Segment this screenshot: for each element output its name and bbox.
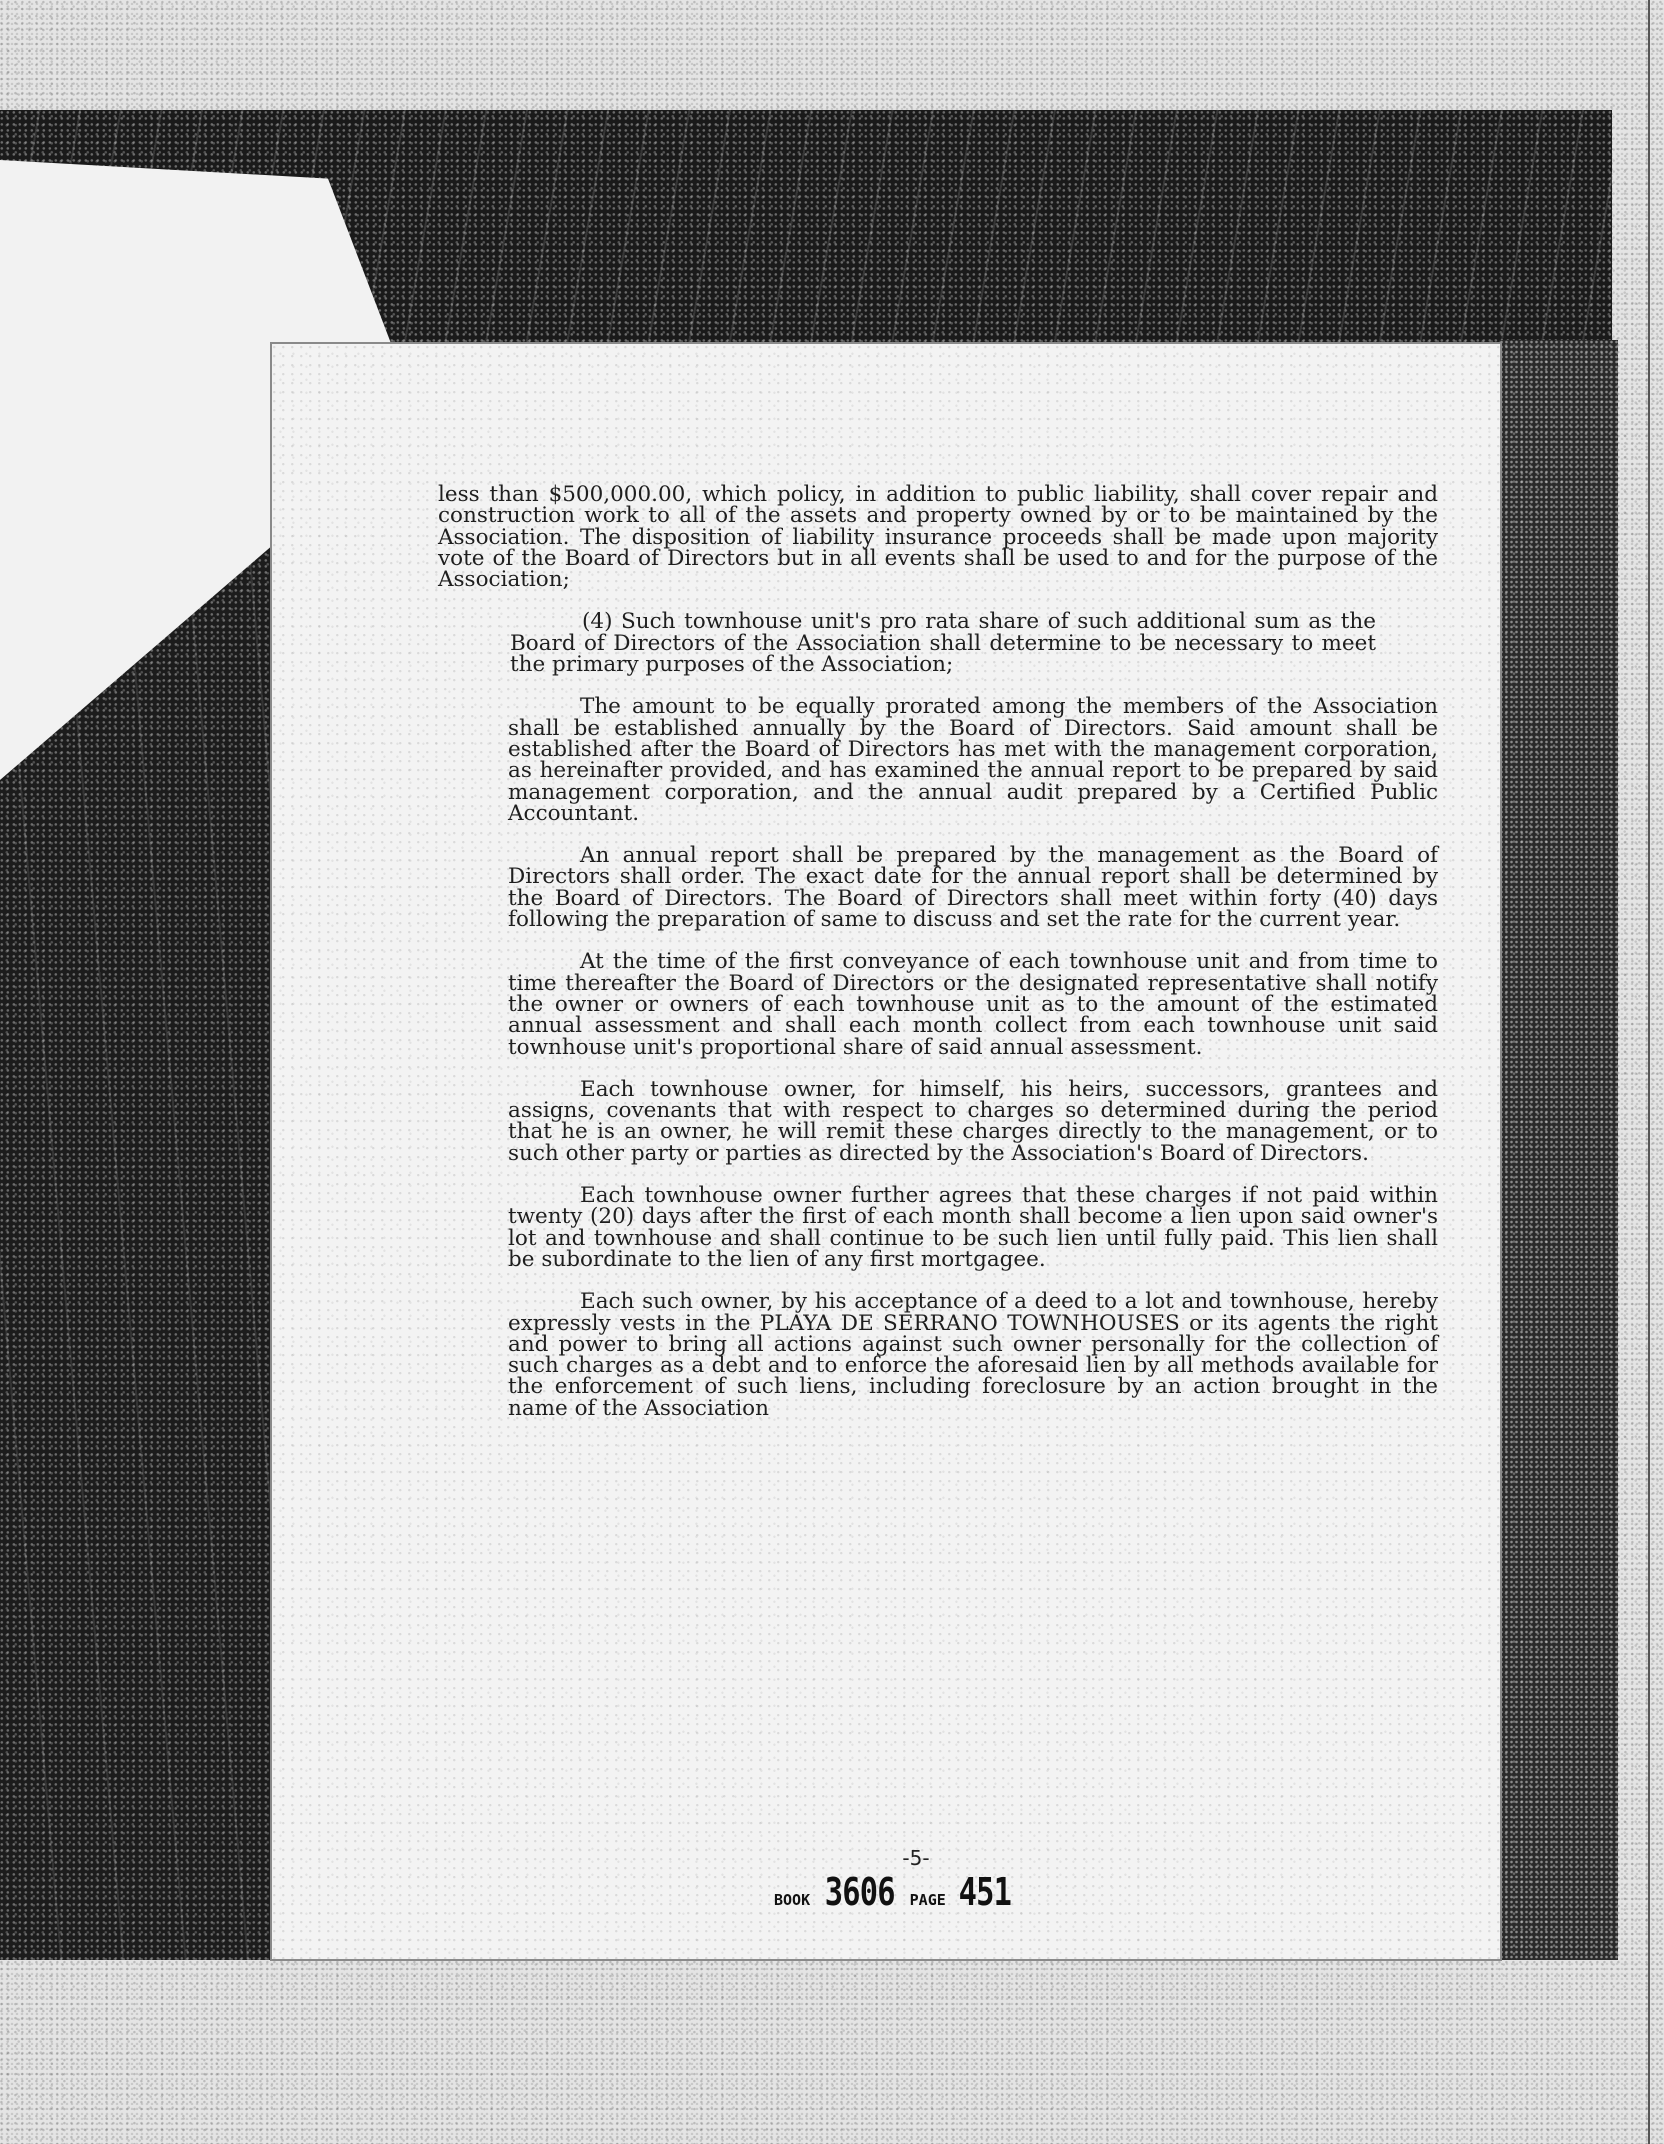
paragraph-item-4: (4) Such townhouse unit's pro rata share of such additional sum as the Board of Directors of the Association shall determine to be necessary to meet the primary purposes of the Association;	[510, 609, 1376, 678]
page-value: 451	[958, 1870, 1011, 1914]
page-label: PAGE	[909, 1891, 946, 1909]
page-edge-rule	[1648, 0, 1650, 2144]
paragraph-prorated-amount: The amount to be equally prorated among the members of the Association shall be established annually by the Board of Directors. Said amount shall be established after the Board of Directors has met with the management corporation, as hereinafter provided, and has examined the annual report to be prepared by said management corporation, and the annual audit prepared by a Certified Public Accountant.	[508, 694, 1438, 826]
book-number: 3606	[824, 1870, 895, 1914]
paragraph-annual-report: An annual report shall be prepared by the management as the Board of Directors shall order. The exact date for the annual report shall be determined by the Board of Directors. The Board of Directors shall meet within forty (40) days following the preparation of same to discuss and set the rate for the current year.	[508, 843, 1438, 933]
book-label: BOOK	[774, 1891, 811, 1909]
paragraph-first-conveyance: At the time of the first conveyance of each townhouse unit and from time to time thereafter the Board of Directors or the designated representative shall notify the owner or owners of each townhouse unit as to the amount of the estimated annual assessment and shall each month collect from each townhouse unit said townhouse unit's proportional share of said annual assessment.	[508, 949, 1438, 1060]
document-body	[438, 484, 1438, 1440]
paragraph-deed-acceptance: Each such owner, by his acceptance of a deed to a lot and townhouse, hereby expressly vests in the PLAYA DE SERRANO TOWNHOUSES or its agents the right and power to bring all actions against such owner personally for the collection of such charges as a debt and to enforce the aforesaid lien by all methods available for the enforcement of such liens, including foreclosure by an action brought in the name of the Association	[508, 1289, 1438, 1421]
photocopy-dark-border-right	[1500, 340, 1618, 1960]
book-page-stamp	[774, 1870, 1017, 1914]
paragraph-owner-covenants: Each townhouse owner, for himself, his heirs, successors, grantees and assigns, covenants that with respect to charges so determined during the period that he is an owner, he will remit these charges directly to the management, or to such other party or parties as directed by the Association's Board of Directors.	[508, 1076, 1438, 1166]
paragraph-lien: Each townhouse owner further agrees that these charges if not paid within twenty (20) days after the first of each month shall become a lien upon said owner's lot and townhouse and shall continue to be such lien until fully paid. This lien shall be subordinate to the lien of any first mortgagee.	[508, 1183, 1438, 1272]
paragraph-liability-insurance: less than $500,000.00, which policy, in addition to public liability, shall cover repair and construction work to all of the assets and property owned by or to be maintained by the Association. The disposition of liability insurance proceeds shall be made upon majority vote of the Board of Directors but in all events shall be used to and for the purpose of the Association;	[438, 482, 1438, 593]
page-number: -5-	[902, 1846, 930, 1870]
